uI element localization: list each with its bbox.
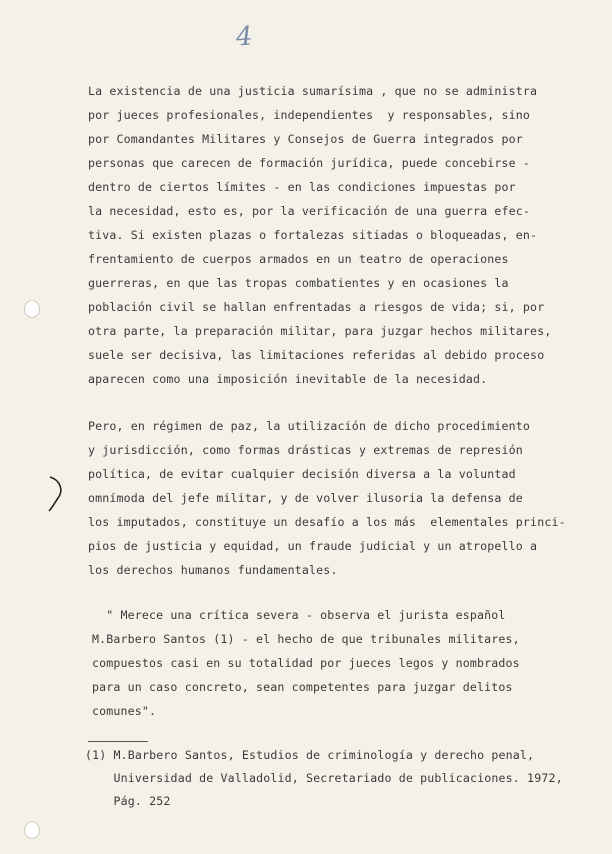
text-line: y jurisdicción, como formas drásticas y extremas de represión bbox=[88, 443, 523, 457]
text-line: población civil se hallan enfrentadas a riesgos de vida; si, por bbox=[88, 300, 545, 314]
paragraph-2 bbox=[88, 414, 566, 582]
text-line: omnímoda del jefe militar, y de volver ilusoria la defensa de bbox=[88, 491, 523, 505]
text-line: Pero, en régimen de paz, la utilización de dicho procedimiento bbox=[88, 419, 531, 433]
handwritten-margin-bracket bbox=[46, 474, 68, 514]
text-line: guerreras, en que las tropas combatientes y en ocasiones la bbox=[88, 276, 509, 290]
punch-hole bbox=[24, 821, 40, 839]
text-line: la necesidad, esto es, por la verificación de una guerra efec- bbox=[88, 204, 531, 218]
text-line: por Comandantes Militares y Consejos de Guerra integrados por bbox=[88, 132, 523, 146]
text-line: los imputados, constituye un desafío a los más elementales princi- bbox=[88, 515, 566, 529]
text-line: compuestos casi en su totalidad por jueces legos y nombrados bbox=[92, 656, 520, 670]
quotation-paragraph bbox=[92, 603, 520, 723]
text-line: dentro de ciertos límites - en las condiciones impuestas por bbox=[88, 180, 516, 194]
handwritten-page-number: 4 bbox=[234, 21, 254, 53]
text-line: La existencia de una justicia sumarísima , que no se administra bbox=[88, 84, 538, 98]
footnote-line: Pág. 252 bbox=[85, 794, 171, 808]
text-line: " Merece una crítica severa - observa el jurista español bbox=[92, 608, 506, 622]
text-line: los derechos humanos fundamentales. bbox=[88, 563, 338, 577]
text-line: suele ser decisiva, las limitaciones referidas al debido proceso bbox=[88, 348, 545, 362]
text-line: M.Barbero Santos (1) - el hecho de que tribunales militares, bbox=[92, 632, 520, 646]
footnote-divider bbox=[88, 741, 148, 742]
text-line: política, de evitar cualquier decisión diversa a la voluntad bbox=[88, 467, 516, 481]
paragraph-1 bbox=[88, 79, 551, 391]
text-line: para un caso concreto, sean competentes para juzgar delitos bbox=[92, 680, 513, 694]
footnote-line: (1) M.Barbero Santos, Estudios de criminología y derecho penal, bbox=[85, 748, 535, 762]
footnote-line: Universidad de Valladolid, Secretariado de publicaciones. 1972, bbox=[85, 771, 563, 785]
text-line: comunes". bbox=[92, 704, 157, 718]
footnote bbox=[85, 744, 563, 813]
punch-hole bbox=[24, 300, 40, 318]
text-line: otra parte, la preparación militar, para juzgar hechos militares, bbox=[88, 324, 552, 338]
text-line: pios de justicia y equidad, un fraude judicial y un atropello a bbox=[88, 539, 538, 553]
text-line: personas que carecen de formación jurídica, puede concebirse - bbox=[88, 156, 531, 170]
text-line: tiva. Si existen plazas o fortalezas sitiadas o bloqueadas, en- bbox=[88, 228, 538, 242]
text-line: por jueces profesionales, independientes y responsables, sino bbox=[88, 108, 531, 122]
text-line: aparecen como una imposición inevitable de la necesidad. bbox=[88, 372, 488, 386]
text-line: frentamiento de cuerpos armados en un teatro de operaciones bbox=[88, 252, 509, 266]
